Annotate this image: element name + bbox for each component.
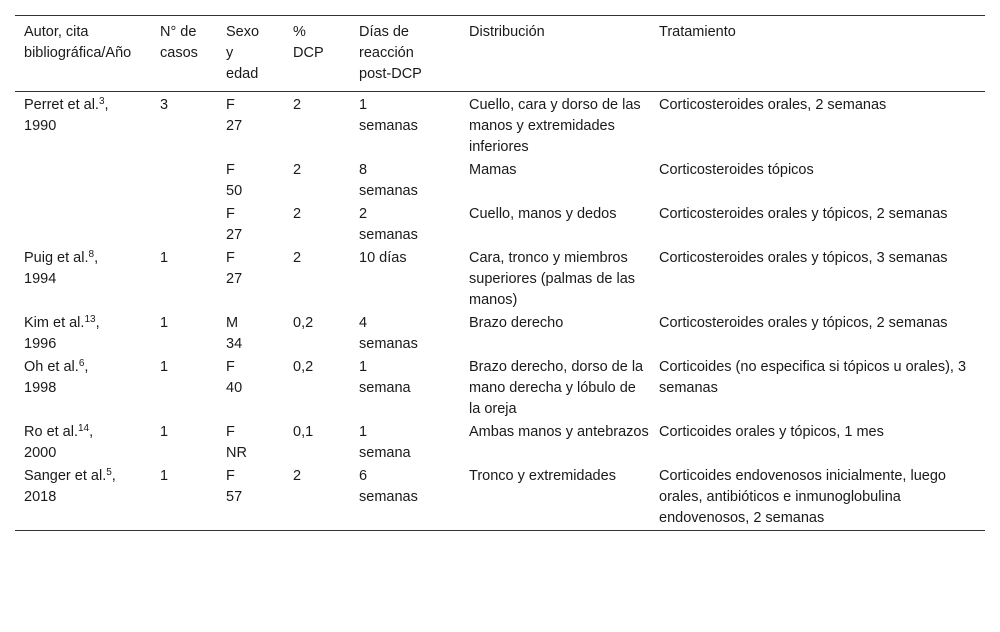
header-dcp: % DCP: [293, 24, 324, 61]
header-cases: N° de casos: [160, 24, 198, 61]
days-value: 1: [359, 424, 368, 440]
sex-value: F: [226, 206, 235, 222]
cell-sex-age: [217, 312, 284, 356]
cell-dcp: 0,1: [293, 424, 314, 440]
table-row: [15, 92, 985, 160]
cell-treatment: Corticoides (no especifica si tópicos u orales), 3 semanas: [659, 359, 967, 396]
cell-treatment: Corticoides endovenosos inicialmente, luego orales, antibióticos e inmunoglobulina endovenosos, 2 semanas: [659, 468, 946, 526]
cell-days: [350, 312, 460, 356]
age-value: 50: [226, 183, 243, 199]
cell-author: Perret et al.$^3$, 1990: [15, 92, 151, 160]
header-row: [15, 16, 985, 92]
sex-value: F: [226, 359, 235, 375]
cell-distribution: Cara, tronco y miembros superiores (palmas de las manos): [469, 250, 636, 308]
days-value: 4: [359, 315, 368, 331]
cell-treatment: Corticoides orales y tópicos, 1 mes: [659, 424, 884, 440]
cell-dcp: 2: [293, 250, 302, 266]
author-name: Puig et al.: [24, 250, 89, 266]
table-row: [15, 159, 985, 203]
cell-author: Kim et al.$^{13}$, 1996: [15, 312, 151, 356]
cell-author: Ro et al.$^{14}$, 2000: [15, 421, 151, 465]
cell-dcp: 2: [293, 97, 302, 113]
cell-treatment: Corticosteroides orales y tópicos, 2 semanas: [659, 315, 948, 331]
cell-cases: 1: [160, 250, 169, 266]
author-year: 1996: [24, 336, 57, 352]
cell-cases: [151, 203, 217, 247]
reference-number: 14: [78, 423, 90, 434]
cell-dcp: 2: [293, 162, 302, 178]
reference-number: 5: [106, 467, 112, 478]
cases-table: [15, 15, 985, 531]
author-year: 1994: [24, 271, 57, 287]
table-row: [15, 312, 985, 356]
cell-dcp: 0,2: [293, 315, 314, 331]
age-value: 57: [226, 489, 243, 505]
sex-value: F: [226, 468, 235, 484]
table-row: [15, 203, 985, 247]
cell-dcp: 0,2: [293, 359, 314, 375]
sex-value: F: [226, 97, 235, 113]
cell-treatment: Corticosteroides orales y tópicos, 2 semanas: [659, 206, 948, 222]
age-value: 27: [226, 118, 243, 134]
cell-cases: 1: [160, 359, 169, 375]
days-unit: semana: [359, 445, 411, 461]
reference-number: 13: [84, 314, 96, 325]
cell-cases: [151, 159, 217, 203]
author-year: 1998: [24, 380, 57, 396]
cell-dcp: 2: [293, 468, 302, 484]
author-name: Sanger et al.: [24, 468, 107, 484]
days-value: 8: [359, 162, 368, 178]
days-value: 1: [359, 359, 368, 375]
author-name: Oh et al.: [24, 359, 79, 375]
author-name: Perret et al.: [24, 97, 99, 113]
cell-sex-age: [217, 247, 284, 312]
cell-sex-age: [217, 92, 284, 160]
cell-days: [350, 203, 460, 247]
sex-value: F: [226, 250, 235, 266]
age-value: 40: [226, 380, 243, 396]
days-unit: semanas: [359, 118, 418, 134]
sex-value: M: [226, 315, 239, 331]
cell-author: Sanger et al.$^5$, 2018: [15, 465, 151, 531]
cell-cases: 3: [160, 97, 169, 113]
header-treatment: Tratamiento: [659, 24, 736, 40]
table-container: [15, 15, 985, 531]
cell-days: [350, 159, 460, 203]
header-days: Días de reacción post-DCP: [359, 24, 422, 82]
cell-distribution: Tronco y extremidades: [469, 468, 616, 484]
sex-value: F: [226, 424, 235, 440]
cell-distribution: Brazo derecho: [469, 315, 564, 331]
reference-number: 3: [98, 96, 105, 107]
days-unit: semanas: [359, 227, 418, 243]
author-year: 2000: [24, 445, 57, 461]
cell-distribution: Brazo derecho, dorso de la mano derecha y lóbulo de la oreja: [469, 359, 644, 417]
table-row: [15, 247, 985, 312]
days-unit: semanas: [359, 183, 418, 199]
cell-cases: 1: [160, 315, 169, 331]
cell-distribution: Cuello, manos y dedos: [469, 206, 617, 222]
header-author: Autor, cita bibliográfica/Año: [24, 24, 132, 61]
author-name: Ro et al.: [24, 424, 78, 440]
age-value: 27: [226, 271, 243, 287]
age-value: 27: [226, 227, 243, 243]
cell-sex-age: [217, 159, 284, 203]
table-row: [15, 421, 985, 465]
cell-days: [350, 247, 460, 312]
header-sex-age: Sexo y edad: [226, 24, 260, 82]
days-value: 10 días: [359, 250, 407, 266]
cell-sex-age: [217, 421, 284, 465]
cell-distribution: Ambas manos y antebrazos: [469, 424, 649, 440]
cell-author: [15, 203, 151, 247]
cell-dcp: 2: [293, 206, 302, 222]
reference-number: 8: [88, 249, 95, 260]
cell-sex-age: [217, 356, 284, 421]
days-value: 1: [359, 97, 368, 113]
cell-days: [350, 421, 460, 465]
author-year: 2018: [24, 489, 57, 505]
days-unit: semanas: [359, 336, 418, 352]
cell-author: Oh et al.$^6$, 1998: [15, 356, 151, 421]
age-value: 34: [226, 336, 243, 352]
cell-distribution: Mamas: [469, 162, 517, 178]
cell-cases: 1: [160, 468, 169, 484]
cell-treatment: Corticosteroides orales y tópicos, 3 semanas: [659, 250, 948, 266]
age-value: NR: [226, 445, 247, 461]
table-row: [15, 465, 985, 531]
cell-days: [350, 465, 460, 531]
header-distribution: Distribución: [469, 24, 545, 40]
cell-sex-age: [217, 203, 284, 247]
cell-days: [350, 92, 460, 160]
days-value: 6: [359, 468, 368, 484]
sex-value: F: [226, 162, 235, 178]
cell-author: [15, 159, 151, 203]
days-unit: semana: [359, 380, 411, 396]
cell-treatment: Corticosteroides tópicos: [659, 162, 814, 178]
cell-author: Puig et al.$^8$, 1994: [15, 247, 151, 312]
days-value: 2: [359, 206, 368, 222]
reference-number: 6: [78, 358, 85, 369]
days-unit: semanas: [359, 489, 418, 505]
cell-cases: 1: [160, 424, 169, 440]
cell-distribution: Cuello, cara y dorso de las manos y extremidades inferiores: [469, 97, 641, 155]
cell-days: [350, 356, 460, 421]
author-name: Kim et al.: [24, 315, 85, 331]
cell-sex-age: [217, 465, 284, 531]
author-year: 1990: [24, 118, 57, 134]
cell-treatment: Corticosteroides orales, 2 semanas: [659, 97, 887, 113]
table-row: [15, 356, 985, 421]
